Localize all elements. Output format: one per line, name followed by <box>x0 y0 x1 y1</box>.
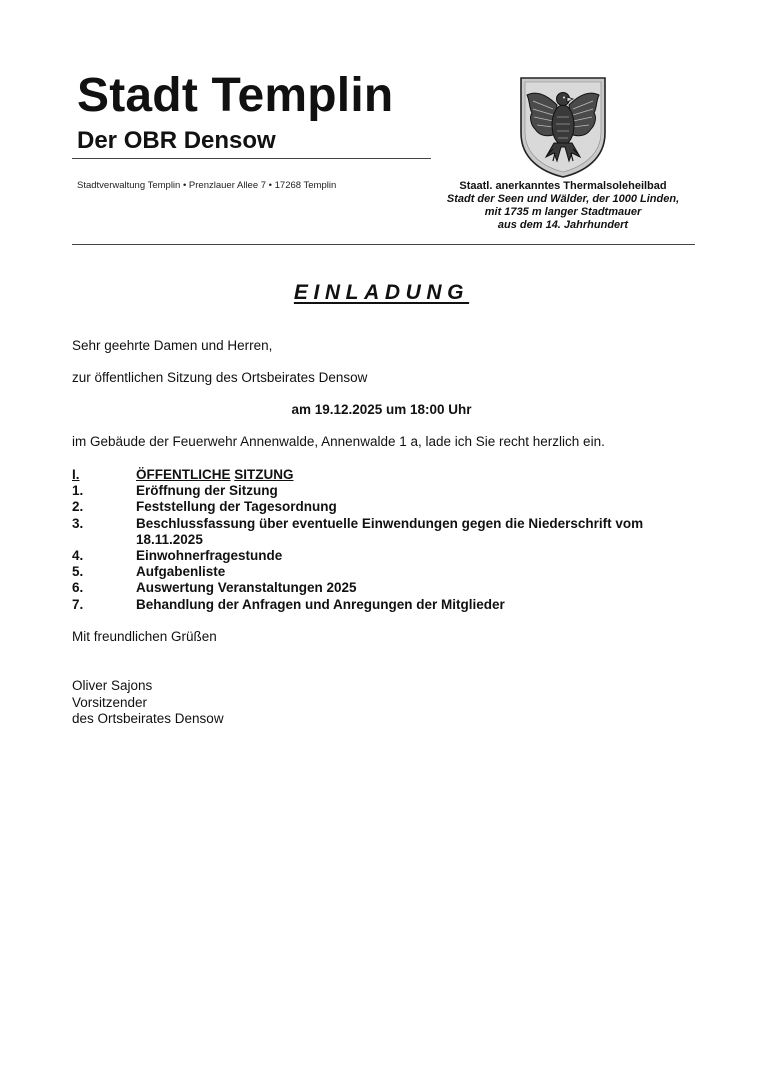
intro-text: zur öffentlichen Sitzung des Ortsbeirates Densow <box>72 370 368 385</box>
agenda-item <box>72 499 692 515</box>
agenda-item-text: Einwohnerfragestunde <box>136 548 283 564</box>
signature-block <box>72 678 224 728</box>
agenda-item-text: Beschlussfassung über eventuelle Einwendungen gegen die Niederschrift vom 18.11.2025 <box>136 515 644 547</box>
header-divider <box>72 244 695 245</box>
agenda-item-text: Feststellung der Tagesordnung <box>136 499 337 515</box>
signer-name: Oliver Sajons <box>72 678 153 693</box>
agenda-item-number: 2. <box>72 499 84 515</box>
tagline <box>430 180 696 232</box>
city-title: Stadt Templin <box>77 69 394 122</box>
eagle-coat-of-arms-icon <box>517 75 609 179</box>
closing: Mit freundlichen Grüßen <box>72 629 217 644</box>
tagline-line-1: Staatl. anerkanntes Thermalsoleheilbad <box>459 180 667 192</box>
tagline-line-3: mit 1735 m langer Stadtmauer <box>484 206 642 218</box>
agenda <box>72 467 692 613</box>
heading-text: EINLADUNG <box>293 281 470 304</box>
signer-role: Vorsitzender <box>72 694 148 710</box>
agenda-item-text: Behandlung der Anfragen und Anregungen der Mitglieder <box>136 596 505 612</box>
agenda-section-header <box>72 467 692 483</box>
agenda-item-number: 7. <box>72 596 84 612</box>
sender-address: Stadtverwaltung Templin • Prenzlauer Allee 7 • 17268 Templin <box>77 180 337 191</box>
meeting-location: im Gebäude der Feuerwehr Annenwalde, Annenwalde 1 a, lade ich Sie recht herzlich ein. <box>72 434 605 449</box>
agenda-item <box>72 580 692 596</box>
agenda-item <box>72 516 692 548</box>
section-word-2: SITZUNG <box>234 467 294 482</box>
agenda-item-number: 3. <box>72 515 84 531</box>
agenda-item-number: 4. <box>72 548 84 564</box>
agenda-item-number: 1. <box>72 483 84 499</box>
signer-body: des Ortsbeirates Densow <box>72 711 224 726</box>
document-heading <box>0 281 763 305</box>
agenda-item-text: Aufgabenliste <box>136 564 226 580</box>
tagline-line-2: Stadt der Seen und Wälder, der 1000 Linden, <box>446 193 680 205</box>
agenda-item <box>72 597 692 613</box>
agenda-item-number: 5. <box>72 564 84 580</box>
agenda-item-text: Auswertung Veranstaltungen 2025 <box>136 580 357 596</box>
agenda-item <box>72 548 692 564</box>
agenda-item-number: 6. <box>72 580 84 596</box>
section-word-1: ÖFFENTLICHE <box>136 467 231 482</box>
tagline-line-4: aus dem 14. Jahrhundert <box>497 219 629 231</box>
salutation: Sehr geehrte Damen und Herren, <box>72 338 273 353</box>
office-title: Der OBR Densow <box>77 127 276 154</box>
agenda-item-text: Eröffnung der Sitzung <box>136 483 278 499</box>
agenda-item <box>72 564 692 580</box>
meeting-date: am 19.12.2025 um 18:00 Uhr <box>291 402 472 417</box>
section-number: I. <box>72 467 80 482</box>
header-divider-short <box>72 158 431 159</box>
agenda-item <box>72 483 692 499</box>
